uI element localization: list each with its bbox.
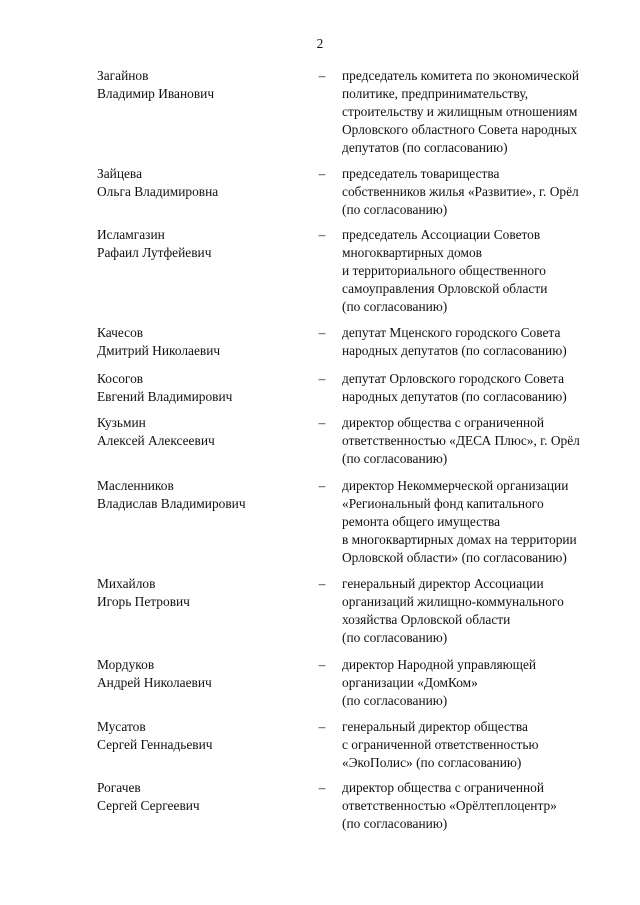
role-line: (по согласованию) — [342, 451, 448, 466]
member-name — [97, 414, 307, 450]
role-line: самоуправления Орловской области — [342, 281, 548, 296]
role-line: и территориального общественного — [342, 263, 546, 278]
member-role — [342, 656, 632, 710]
role-line: собственников жилья «Развитие», г. Орёл — [342, 184, 579, 199]
member-given-names: Ольга Владимировна — [97, 184, 219, 199]
role-line: депутатов (по согласованию) — [342, 140, 508, 155]
member-role — [342, 165, 632, 219]
member-surname: Загайнов — [97, 68, 149, 83]
role-line: (по согласованию) — [342, 816, 448, 831]
role-line: «ЭкоПолис» (по согласованию) — [342, 755, 522, 770]
member-name — [97, 477, 307, 513]
role-line: строительству и жилищным отношениям — [342, 104, 578, 119]
member-surname: Косогов — [97, 371, 144, 386]
role-line: ответственностью «Орёлтеплоцентр» — [342, 798, 557, 813]
member-surname: Мусатов — [97, 719, 146, 734]
member-role — [342, 779, 632, 833]
member-given-names: Рафаил Лутфейевич — [97, 245, 212, 260]
role-line: (по согласованию) — [342, 693, 448, 708]
role-line: генеральный директор общества — [342, 719, 528, 734]
role-line: директор Некоммерческой организации — [342, 478, 569, 493]
role-line: ремонта общего имущества — [342, 514, 501, 529]
member-surname: Масленников — [97, 478, 174, 493]
role-line: «Региональный фонд капитального — [342, 496, 544, 511]
dash-separator: – — [318, 576, 326, 591]
member-role — [342, 575, 632, 647]
dash-separator: – — [318, 780, 326, 795]
dash-separator: – — [318, 657, 326, 672]
member-surname: Рогачев — [97, 780, 141, 795]
member-role — [342, 324, 632, 360]
member-name — [97, 226, 307, 262]
member-name — [97, 656, 307, 692]
member-given-names: Сергей Геннадьевич — [97, 737, 213, 752]
member-role — [342, 477, 632, 567]
role-line: председатель товарищества — [342, 166, 500, 181]
role-line: депутат Мценского городского Совета — [342, 325, 561, 340]
member-given-names: Евгений Владимирович — [97, 389, 233, 404]
role-line: директор общества с ограниченной — [342, 415, 545, 430]
dash-separator: – — [318, 719, 326, 734]
role-line: народных депутатов (по согласованию) — [342, 389, 567, 404]
member-name — [97, 779, 307, 815]
member-surname: Качесов — [97, 325, 144, 340]
role-line: политике, предпринимательству, — [342, 86, 529, 101]
role-line: Орловского областного Совета народных — [342, 122, 578, 137]
member-name — [97, 575, 307, 611]
member-surname: Кузьмин — [97, 415, 146, 430]
member-surname: Исламгазин — [97, 227, 165, 242]
dash-separator: – — [318, 227, 326, 242]
member-surname: Мордуков — [97, 657, 155, 672]
member-name — [97, 370, 307, 406]
role-line: хозяйства Орловской области — [342, 612, 511, 627]
dash-separator: – — [318, 166, 326, 181]
member-given-names: Андрей Николаевич — [97, 675, 212, 690]
role-line: председатель Ассоциации Советов — [342, 227, 541, 242]
member-role — [342, 226, 632, 316]
member-given-names: Сергей Сергеевич — [97, 798, 200, 813]
member-given-names: Алексей Алексеевич — [97, 433, 215, 448]
member-role — [342, 718, 632, 772]
member-given-names: Владислав Владимирович — [97, 496, 246, 511]
member-role — [342, 370, 632, 406]
member-role — [342, 67, 632, 157]
member-given-names: Владимир Иванович — [97, 86, 215, 101]
role-line: в многоквартирных домах на территории — [342, 532, 577, 547]
member-name — [97, 165, 307, 201]
role-line: (по согласованию) — [342, 299, 448, 314]
dash-separator: – — [318, 325, 326, 340]
dash-separator: – — [318, 415, 326, 430]
dash-separator: – — [318, 371, 326, 386]
role-line: генеральный директор Ассоциации — [342, 576, 544, 591]
member-given-names: Дмитрий Николаевич — [97, 343, 221, 358]
role-line: директор Народной управляющей — [342, 657, 537, 672]
member-name — [97, 324, 307, 360]
member-given-names: Игорь Петрович — [97, 594, 190, 609]
role-line: организации «ДомКом» — [342, 675, 478, 690]
role-line: депутат Орловского городского Совета — [342, 371, 565, 386]
member-role — [342, 414, 632, 468]
role-line: многоквартирных домов — [342, 245, 482, 260]
role-line: организаций жилищно-коммунального — [342, 594, 564, 609]
member-surname: Зайцева — [97, 166, 143, 181]
role-line: Орловской области» (по согласованию) — [342, 550, 567, 565]
role-line: директор общества с ограниченной — [342, 780, 545, 795]
role-line: с ограниченной ответственностью — [342, 737, 539, 752]
member-name — [97, 67, 307, 103]
member-name — [97, 718, 307, 754]
dash-separator: – — [318, 68, 326, 83]
role-line: народных депутатов (по согласованию) — [342, 343, 567, 358]
role-line: председатель комитета по экономической — [342, 68, 580, 83]
role-line: ответственностью «ДЕСА Плюс», г. Орёл — [342, 433, 580, 448]
dash-separator: – — [318, 478, 326, 493]
role-line: (по согласованию) — [342, 630, 448, 645]
member-surname: Михайлов — [97, 576, 156, 591]
page-number: 2 — [316, 36, 324, 51]
role-line: (по согласованию) — [342, 202, 448, 217]
